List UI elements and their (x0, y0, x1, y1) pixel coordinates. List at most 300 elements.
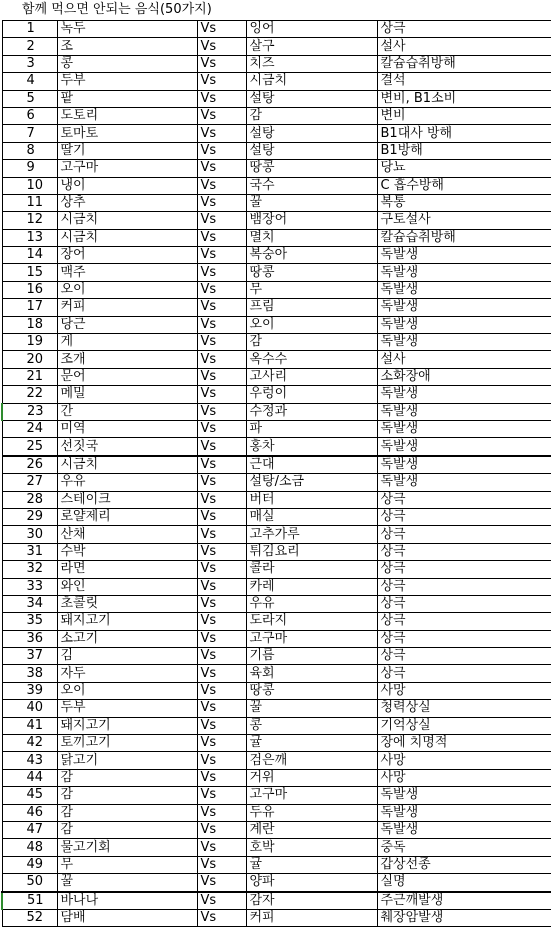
effect-cell[interactable]: 사망 (377, 752, 551, 769)
effect-cell[interactable]: 독발생 (377, 299, 551, 316)
table-row (2, 386, 551, 403)
vs-cell[interactable]: Vs (197, 543, 246, 560)
food-a-cell[interactable]: 콩 (57, 55, 197, 72)
food-a-cell[interactable]: 로얄제리 (57, 508, 197, 525)
vs-cell[interactable]: Vs (197, 856, 246, 873)
effect-cell[interactable]: 결석 (377, 73, 551, 90)
food-b-cell[interactable]: 감 (246, 334, 377, 351)
table-row (2, 212, 551, 229)
effect-cell[interactable]: 상극 (377, 543, 551, 560)
vs-cell[interactable]: Vs (197, 821, 246, 838)
food-combination-table (1, 20, 551, 927)
food-a-cell[interactable]: 무 (57, 856, 197, 873)
effect-cell[interactable]: 독발생 (377, 334, 551, 351)
vs-cell[interactable]: Vs (197, 595, 246, 612)
effect-cell[interactable]: 독발생 (377, 247, 551, 264)
food-a-cell[interactable]: 도토리 (57, 107, 197, 124)
vs-cell[interactable]: Vs (197, 334, 246, 351)
vs-cell[interactable]: Vs (197, 892, 246, 910)
effect-cell[interactable]: 복통 (377, 194, 551, 211)
vs-cell[interactable]: Vs (197, 229, 246, 246)
vs-cell[interactable]: Vs (197, 613, 246, 630)
food-a-cell[interactable]: 두부 (57, 73, 197, 90)
effect-cell[interactable]: 독발생 (377, 804, 551, 821)
table-row (2, 38, 551, 55)
effect-cell[interactable]: 갑상선종 (377, 856, 551, 873)
row-number-cell[interactable]: 26 (2, 456, 57, 474)
row-number-cell[interactable]: 29 (2, 508, 57, 525)
row-number-cell[interactable]: 45 (2, 787, 57, 804)
vs-cell[interactable]: Vs (197, 561, 246, 578)
row-number-cell[interactable]: 42 (2, 735, 57, 752)
food-b-cell[interactable]: 설탕 (246, 90, 377, 107)
effect-cell[interactable]: 상극 (377, 630, 551, 647)
food-a-cell[interactable]: 돼지고기 (57, 613, 197, 630)
food-a-cell[interactable]: 상추 (57, 194, 197, 211)
food-b-cell[interactable]: 검은깨 (246, 752, 377, 769)
row-number-cell[interactable]: 15 (2, 264, 57, 281)
effect-cell[interactable]: 독발생 (377, 821, 551, 838)
vs-cell[interactable]: Vs (197, 578, 246, 595)
row-number-cell[interactable]: 32 (2, 561, 57, 578)
food-b-cell[interactable]: 멸치 (246, 229, 377, 246)
row-number-cell[interactable]: 17 (2, 299, 57, 316)
food-b-cell[interactable]: 설탕 (246, 142, 377, 159)
food-a-cell[interactable]: 김 (57, 648, 197, 665)
food-a-cell[interactable]: 메밀 (57, 386, 197, 403)
row-number-cell[interactable]: 25 (2, 438, 57, 456)
food-a-cell[interactable]: 와인 (57, 578, 197, 595)
vs-cell[interactable]: Vs (197, 281, 246, 298)
row-number-cell[interactable]: 8 (2, 142, 57, 159)
vs-cell[interactable]: Vs (197, 474, 246, 491)
food-a-cell[interactable]: 라면 (57, 561, 197, 578)
food-b-cell[interactable]: 오이 (246, 316, 377, 333)
food-b-cell[interactable]: 우유 (246, 595, 377, 612)
row-number-cell[interactable]: 51 (2, 892, 57, 910)
food-a-cell[interactable]: 닭고기 (57, 752, 197, 769)
food-b-cell[interactable]: 귤 (246, 735, 377, 752)
effect-cell[interactable]: 독발생 (377, 281, 551, 298)
food-b-cell[interactable]: 홍차 (246, 438, 377, 456)
vs-cell[interactable]: Vs (197, 160, 246, 177)
food-b-cell[interactable]: 콜라 (246, 561, 377, 578)
effect-cell[interactable]: 청력상실 (377, 700, 551, 717)
food-a-cell[interactable]: 문어 (57, 368, 197, 385)
row-number-cell[interactable]: 22 (2, 386, 57, 403)
vs-cell[interactable]: Vs (197, 491, 246, 508)
food-b-cell[interactable]: 버터 (246, 491, 377, 508)
vs-cell[interactable]: Vs (197, 73, 246, 90)
effect-cell[interactable]: 사망 (377, 769, 551, 786)
table-row (2, 90, 551, 107)
vs-cell[interactable]: Vs (197, 874, 246, 892)
food-b-cell[interactable]: 감 (246, 107, 377, 124)
food-b-cell[interactable]: 뱀장어 (246, 212, 377, 229)
vs-cell[interactable]: Vs (197, 386, 246, 403)
food-a-cell[interactable]: 수박 (57, 543, 197, 560)
vs-cell[interactable]: Vs (197, 438, 246, 456)
food-b-cell[interactable]: 두유 (246, 804, 377, 821)
food-b-cell[interactable]: 설탕/소금 (246, 474, 377, 491)
food-b-cell[interactable]: 땅콩 (246, 682, 377, 699)
table-row (2, 874, 551, 892)
food-b-cell[interactable]: 커피 (246, 909, 377, 926)
row-number-cell[interactable]: 9 (2, 160, 57, 177)
table-row (2, 613, 551, 630)
table-row (2, 909, 551, 926)
food-b-cell[interactable]: 꿀 (246, 700, 377, 717)
vs-cell[interactable]: Vs (197, 177, 246, 194)
vs-cell[interactable]: Vs (197, 909, 246, 926)
food-b-cell[interactable]: 옥수수 (246, 351, 377, 368)
food-a-cell[interactable]: 당근 (57, 316, 197, 333)
table-row (2, 508, 551, 525)
food-b-cell[interactable]: 콩 (246, 717, 377, 734)
effect-cell[interactable]: 독발생 (377, 787, 551, 804)
vs-cell[interactable]: Vs (197, 682, 246, 699)
food-a-cell[interactable]: 토끼고기 (57, 735, 197, 752)
vs-cell[interactable]: Vs (197, 107, 246, 124)
food-b-cell[interactable]: 매실 (246, 508, 377, 525)
table-row (2, 526, 551, 543)
row-number-cell[interactable]: 34 (2, 595, 57, 612)
vs-cell[interactable]: Vs (197, 316, 246, 333)
row-number-cell[interactable]: 10 (2, 177, 57, 194)
table-row (2, 438, 551, 456)
effect-cell[interactable]: 상극 (377, 665, 551, 682)
food-a-cell[interactable]: 시금치 (57, 212, 197, 229)
food-a-cell[interactable]: 감 (57, 821, 197, 838)
food-a-cell[interactable]: 미역 (57, 420, 197, 437)
row-number-cell[interactable]: 43 (2, 752, 57, 769)
effect-cell[interactable]: 소화장애 (377, 368, 551, 385)
effect-cell[interactable]: 상극 (377, 526, 551, 543)
table-row (2, 351, 551, 368)
effect-cell[interactable]: 설사 (377, 38, 551, 55)
table-row (2, 316, 551, 333)
row-number-cell[interactable]: 47 (2, 821, 57, 838)
vs-cell[interactable]: Vs (197, 351, 246, 368)
row-number-cell[interactable]: 35 (2, 613, 57, 630)
row-number-cell[interactable]: 1 (2, 21, 57, 38)
effect-cell[interactable]: 사망 (377, 682, 551, 699)
effect-cell[interactable]: 상극 (377, 613, 551, 630)
effect-cell[interactable]: 독발생 (377, 264, 551, 281)
food-b-cell[interactable]: 고구마 (246, 630, 377, 647)
vs-cell[interactable]: Vs (197, 752, 246, 769)
food-a-cell[interactable]: 고구마 (57, 160, 197, 177)
food-b-cell[interactable]: 파 (246, 420, 377, 437)
row-number-cell[interactable]: 11 (2, 194, 57, 211)
food-a-cell[interactable]: 감 (57, 769, 197, 786)
vs-cell[interactable]: Vs (197, 526, 246, 543)
effect-cell[interactable]: 상극 (377, 561, 551, 578)
row-number-cell[interactable]: 2 (2, 38, 57, 55)
row-number-cell[interactable]: 31 (2, 543, 57, 560)
vs-cell[interactable]: Vs (197, 38, 246, 55)
table-row (2, 821, 551, 838)
food-a-cell[interactable]: 시금치 (57, 456, 197, 474)
food-a-cell[interactable]: 소고기 (57, 630, 197, 647)
row-number-cell[interactable]: 4 (2, 73, 57, 90)
food-a-cell[interactable]: 게 (57, 334, 197, 351)
row-number-cell[interactable]: 5 (2, 90, 57, 107)
table-row (2, 21, 551, 38)
row-number-cell[interactable]: 28 (2, 491, 57, 508)
table-row (2, 334, 551, 351)
food-b-cell[interactable]: 땅콩 (246, 160, 377, 177)
effect-cell[interactable]: 주근깨발생 (377, 892, 551, 910)
table-row (2, 299, 551, 316)
row-number-cell[interactable]: 21 (2, 368, 57, 385)
row-number-cell[interactable]: 44 (2, 769, 57, 786)
effect-cell[interactable]: 설사 (377, 351, 551, 368)
food-b-cell[interactable]: 치즈 (246, 55, 377, 72)
vs-cell[interactable]: Vs (197, 665, 246, 682)
table-row (2, 420, 551, 437)
row-number-cell[interactable]: 13 (2, 229, 57, 246)
effect-cell[interactable]: 상극 (377, 648, 551, 665)
row-number-cell[interactable]: 14 (2, 247, 57, 264)
food-b-cell[interactable]: 근대 (246, 456, 377, 474)
effect-cell[interactable]: 기억상실 (377, 717, 551, 734)
effect-cell[interactable]: 장에 치명적 (377, 735, 551, 752)
row-number-cell[interactable]: 46 (2, 804, 57, 821)
food-a-cell[interactable]: 딸기 (57, 142, 197, 159)
food-a-cell[interactable]: 선짓국 (57, 438, 197, 456)
table-row (2, 752, 551, 769)
food-a-cell[interactable]: 간 (57, 403, 197, 420)
effect-cell[interactable]: 독발생 (377, 474, 551, 491)
food-b-cell[interactable]: 땅콩 (246, 264, 377, 281)
effect-cell[interactable]: 변비, B1소비 (377, 90, 551, 107)
row-number-cell[interactable]: 24 (2, 420, 57, 437)
food-a-cell[interactable]: 스테이크 (57, 491, 197, 508)
food-a-cell[interactable]: 장어 (57, 247, 197, 264)
food-a-cell[interactable]: 오이 (57, 281, 197, 298)
food-b-cell[interactable]: 양파 (246, 874, 377, 892)
vs-cell[interactable]: Vs (197, 142, 246, 159)
table-row (2, 630, 551, 647)
table-row (2, 142, 551, 159)
vs-cell[interactable]: Vs (197, 769, 246, 786)
food-a-cell[interactable]: 감 (57, 804, 197, 821)
row-number-cell[interactable]: 30 (2, 526, 57, 543)
food-b-cell[interactable]: 육회 (246, 665, 377, 682)
vs-cell[interactable]: Vs (197, 368, 246, 385)
effect-cell[interactable]: 칼슘습취방해 (377, 55, 551, 72)
table-body (2, 21, 551, 927)
row-number-cell[interactable]: 33 (2, 578, 57, 595)
vs-cell[interactable]: Vs (197, 735, 246, 752)
food-b-cell[interactable]: 카레 (246, 578, 377, 595)
food-a-cell[interactable]: 냉이 (57, 177, 197, 194)
effect-cell[interactable]: 상극 (377, 491, 551, 508)
row-number-cell[interactable]: 52 (2, 909, 57, 926)
effect-cell[interactable]: 독발생 (377, 316, 551, 333)
vs-cell[interactable]: Vs (197, 90, 246, 107)
food-a-cell[interactable]: 오이 (57, 682, 197, 699)
food-b-cell[interactable]: 고구마 (246, 787, 377, 804)
row-number-cell[interactable]: 3 (2, 55, 57, 72)
table-row (2, 160, 551, 177)
row-number-cell[interactable]: 40 (2, 700, 57, 717)
row-number-cell[interactable]: 50 (2, 874, 57, 892)
vs-cell[interactable]: Vs (197, 403, 246, 420)
effect-cell[interactable]: 상극 (377, 595, 551, 612)
effect-cell[interactable]: 독발생 (377, 386, 551, 403)
effect-cell[interactable]: 중독 (377, 839, 551, 856)
food-a-cell[interactable]: 꿀 (57, 874, 197, 892)
vs-cell[interactable]: Vs (197, 717, 246, 734)
vs-cell[interactable]: Vs (197, 456, 246, 474)
row-number-cell[interactable]: 12 (2, 212, 57, 229)
table-row (2, 578, 551, 595)
effect-cell[interactable]: 독발생 (377, 420, 551, 437)
food-b-cell[interactable]: 국수 (246, 177, 377, 194)
food-b-cell[interactable]: 도라지 (246, 613, 377, 630)
food-a-cell[interactable]: 팥 (57, 90, 197, 107)
effect-cell[interactable]: B1대사 방해 (377, 125, 551, 142)
effect-cell[interactable]: 췌장암발생 (377, 909, 551, 926)
row-number-cell[interactable]: 20 (2, 351, 57, 368)
row-number-cell[interactable]: 18 (2, 316, 57, 333)
row-number-cell[interactable]: 48 (2, 839, 57, 856)
table-row (2, 456, 551, 474)
vs-cell[interactable]: Vs (197, 194, 246, 211)
effect-cell[interactable]: 상극 (377, 578, 551, 595)
food-a-cell[interactable]: 바나나 (57, 892, 197, 910)
effect-cell[interactable]: 독발생 (377, 456, 551, 474)
row-number-cell[interactable]: 23 (2, 403, 57, 420)
table-row (2, 107, 551, 124)
row-number-cell[interactable]: 39 (2, 682, 57, 699)
row-number-cell[interactable]: 41 (2, 717, 57, 734)
row-number-cell[interactable]: 36 (2, 630, 57, 647)
food-a-cell[interactable]: 두부 (57, 700, 197, 717)
vs-cell[interactable]: Vs (197, 804, 246, 821)
row-number-cell[interactable]: 19 (2, 334, 57, 351)
effect-cell[interactable]: 변비 (377, 107, 551, 124)
vs-cell[interactable]: Vs (197, 247, 246, 264)
food-b-cell[interactable]: 복숭아 (246, 247, 377, 264)
row-number-cell[interactable]: 16 (2, 281, 57, 298)
food-b-cell[interactable]: 고사리 (246, 368, 377, 385)
food-a-cell[interactable]: 산채 (57, 526, 197, 543)
effect-cell[interactable]: C 흡수방해 (377, 177, 551, 194)
table-row (2, 229, 551, 246)
effect-cell[interactable]: 실명 (377, 874, 551, 892)
effect-cell[interactable]: B1방해 (377, 142, 551, 159)
effect-cell[interactable]: 구토설사 (377, 212, 551, 229)
food-a-cell[interactable]: 자두 (57, 665, 197, 682)
food-b-cell[interactable]: 계란 (246, 821, 377, 838)
effect-cell[interactable]: 당뇨 (377, 160, 551, 177)
food-b-cell[interactable]: 우렁이 (246, 386, 377, 403)
table-row (2, 474, 551, 491)
food-b-cell[interactable]: 시금치 (246, 73, 377, 90)
food-a-cell[interactable]: 초콜릿 (57, 595, 197, 612)
vs-cell[interactable]: Vs (197, 420, 246, 437)
food-a-cell[interactable]: 토마토 (57, 125, 197, 142)
table-row (2, 682, 551, 699)
food-b-cell[interactable]: 잉어 (246, 21, 377, 38)
row-number-cell[interactable]: 49 (2, 856, 57, 873)
row-number-cell[interactable]: 6 (2, 107, 57, 124)
table-row (2, 787, 551, 804)
effect-cell[interactable]: 칼슘습취방해 (377, 229, 551, 246)
vs-cell[interactable]: Vs (197, 212, 246, 229)
effect-cell[interactable]: 상극 (377, 508, 551, 525)
table-row (2, 543, 551, 560)
table-row (2, 125, 551, 142)
food-a-cell[interactable]: 맥주 (57, 264, 197, 281)
row-number-cell[interactable]: 37 (2, 648, 57, 665)
table-row (2, 247, 551, 264)
table-row (2, 403, 551, 420)
vs-cell[interactable]: Vs (197, 299, 246, 316)
vs-cell[interactable]: Vs (197, 125, 246, 142)
vs-cell[interactable]: Vs (197, 787, 246, 804)
row-number-cell[interactable]: 38 (2, 665, 57, 682)
food-a-cell[interactable]: 커피 (57, 299, 197, 316)
food-a-cell[interactable]: 담배 (57, 909, 197, 926)
vs-cell[interactable]: Vs (197, 839, 246, 856)
food-b-cell[interactable]: 고추가루 (246, 526, 377, 543)
food-b-cell[interactable]: 살구 (246, 38, 377, 55)
food-b-cell[interactable]: 호박 (246, 839, 377, 856)
food-b-cell[interactable]: 거위 (246, 769, 377, 786)
table-row (2, 177, 551, 194)
row-number-cell[interactable]: 27 (2, 474, 57, 491)
table-row (2, 368, 551, 385)
vs-cell[interactable]: Vs (197, 55, 246, 72)
food-b-cell[interactable]: 귤 (246, 856, 377, 873)
effect-cell[interactable]: 독발생 (377, 403, 551, 420)
food-a-cell[interactable]: 우유 (57, 474, 197, 491)
food-b-cell[interactable]: 프림 (246, 299, 377, 316)
food-a-cell[interactable]: 감 (57, 787, 197, 804)
food-a-cell[interactable]: 조개 (57, 351, 197, 368)
effect-cell[interactable]: 독발생 (377, 438, 551, 456)
food-a-cell[interactable]: 돼지고기 (57, 717, 197, 734)
table-row (2, 665, 551, 682)
food-a-cell[interactable]: 시금치 (57, 229, 197, 246)
vs-cell[interactable]: Vs (197, 700, 246, 717)
food-b-cell[interactable]: 감자 (246, 892, 377, 910)
food-b-cell[interactable]: 수정과 (246, 403, 377, 420)
food-b-cell[interactable]: 설탕 (246, 125, 377, 142)
vs-cell[interactable]: Vs (197, 630, 246, 647)
food-a-cell[interactable]: 물고기회 (57, 839, 197, 856)
vs-cell[interactable]: Vs (197, 264, 246, 281)
food-b-cell[interactable]: 기름 (246, 648, 377, 665)
vs-cell[interactable]: Vs (197, 21, 246, 38)
table-row (2, 769, 551, 786)
food-b-cell[interactable]: 무 (246, 281, 377, 298)
effect-cell[interactable]: 상극 (377, 21, 551, 38)
row-number-cell[interactable]: 7 (2, 125, 57, 142)
food-b-cell[interactable]: 튀김요리 (246, 543, 377, 560)
table-row (2, 856, 551, 873)
vs-cell[interactable]: Vs (197, 508, 246, 525)
food-a-cell[interactable]: 녹두 (57, 21, 197, 38)
food-b-cell[interactable]: 꿀 (246, 194, 377, 211)
vs-cell[interactable]: Vs (197, 648, 246, 665)
table-row (2, 194, 551, 211)
food-a-cell[interactable]: 조 (57, 38, 197, 55)
